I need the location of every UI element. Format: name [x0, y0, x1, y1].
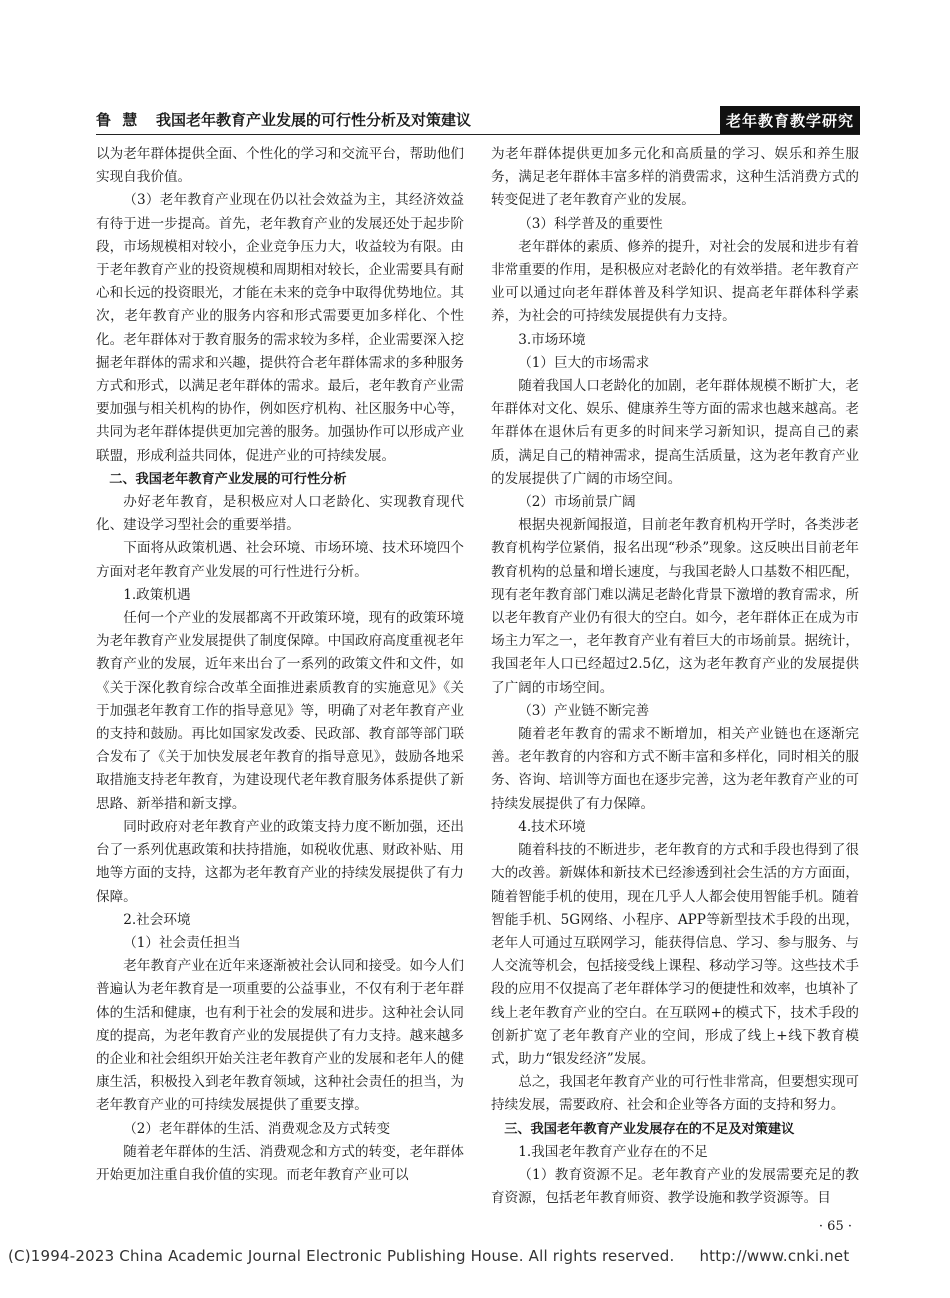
page-number: · 65 ·: [818, 1219, 852, 1234]
subsection-heading: 4.技术环境: [518, 818, 586, 835]
footer: [8, 1247, 849, 1265]
subsection-heading: 1.政策机遇: [123, 586, 191, 603]
subsection-heading: （3）产业链不断完善: [518, 702, 650, 719]
paragraph: （3）老年教育产业现在仍以社会效益为主，其经济效益有待于进一步提高。首先，老年教育产业的发展还处于起步阶段，市场规模相对较小，企业竞争压力大，收益较为有限。由于老年教育产业的投资规模和周期相对较长，企业需要具有耐心和长远的投资眼光，才能在未来的竞争中取得优势地位。其次，老年教育产业的服务内容和形式需要更加多样化、个性化。老年群体对于教育服务的需求较为多样，企业需要深入挖掘老年群体的需求和兴趣，提供符合老年群体需求的多种服务方式和形式，以满足老年群体的需求。最后，老年教育产业需要加强与相关机构的协作，例如医疗机构、社区服务中心等，共同为老年群体提供更加完善的服务。加强协作可以形成产业联盟，形成利益共同体，促进产业的可持续发展。: [96, 192, 464, 464]
footer-copyright: (C)1994-2023 China Academic Journal Electronic Publishing House. All rights reserved.: [8, 1247, 675, 1265]
running-header: [96, 106, 860, 134]
paragraph: 同时政府对老年教育产业的政策支持力度不断加强，还出台了一系列优惠政策和扶持措施，如税收优惠、财政补贴、用地等方面的支持，这都为老年教育产业的持续发展提供了有力保障。: [96, 818, 464, 905]
subsection-heading: （1）巨大的市场需求: [518, 354, 650, 371]
subsection-heading: （3）科学普及的重要性: [518, 215, 663, 232]
subsection-heading: （2）老年群体的生活、消费观念及方式转变: [123, 1120, 391, 1137]
subsection-heading: （1）社会责任担当: [123, 934, 241, 951]
paragraph: 为老年群体提供更加多元化和高质量的学习、娱乐和养生服务，满足老年群体丰富多样的消费需求，这种生活消费方式的转变促进了老年教育产业的发展。: [491, 146, 859, 209]
paragraph: 随着科技的不断进步，老年教育的方式和手段也得到了很大的改善。新媒体和新技术已经渗透到社会生活的方方面面，随着智能手机的使用，现在几乎人人都会使用智能手机。随着智能手机、5G网络、小程序、APP等新型技术手段的出现，老年人可通过互联网学习，能获得信息、学习、参与服务、与人交流等机会，包括接受线上课程、移动学习等。这些技术手段的应用不仅提高了老年群体学习的便捷性和效率，也填补了线上老年教育产业的空白。在互联网+的模式下，技术手段的创新扩宽了老年教育产业的空间，形成了线上+线下教育模式，助力“银发经济”发展。: [491, 842, 859, 1067]
footer-url: http://www.cnki.net: [699, 1247, 850, 1265]
subsection-heading: 1.我国老年教育产业存在的不足: [518, 1143, 708, 1160]
paragraph: 老年教育产业在近年来逐渐被社会认同和接受。如今人们普遍认为老年教育是一项重要的公益事业，不仅有利于老年群体的生活和健康，也有利于社会的发展和进步。这种社会认同度的提高，为老年教育产业的发展提供了有力支持。越来越多的企业和社会组织开始关注老年教育产业的发展和老年人的健康生活，积极投入到老年教育领域，这种社会责任的担当，为老年教育产业的可持续发展提供了重要支撑。: [96, 958, 464, 1114]
paragraph: 随着我国人口老龄化的加剧，老年群体规模不断扩大，老年群体对文化、娱乐、健康养生等方面的需求也越来越高。老年群体在退休后有更多的时间来学习新知识，提高自己的素质，满足自己的精神需求，提高生活质量，这为老年教育产业的发展提供了广阔的市场空间。: [491, 378, 859, 487]
paragraph: 任何一个产业的发展都离不开政策环境，现有的政策环境为老年教育产业发展提供了制度保障。中国政府高度重视老年教育产业的发展，近年来出台了一系列的政策文件和文件，如《关于深化教育综合改革全面推进素质教育的实施意见》《关于加强老年教育工作的指导意见》等，明确了对老年教育产业的支持和鼓励。再比如国家发改委、民政部、教育部等部门联合发布了《关于加快发展老年教育的指导意见》，鼓励各地采取措施支持老年教育，为建设现代老年教育服务体系提供了新思路、新举措和新支撑。: [96, 610, 464, 812]
header-article-title: 我国老年教育产业发展的可行性分析及对策建议: [156, 111, 472, 129]
paragraph: 以为老年群体提供全面、个性化的学习和交流平台，帮助他们实现自我价值。: [96, 146, 464, 186]
section-heading: 三、我国老年教育产业发展存在的不足及对策建议: [504, 1121, 795, 1137]
paragraph: 总之，我国老年教育产业的可行性非常高，但要想实现可持续发展，需要政府、社会和企业等各方面的支持和努力。: [491, 1074, 859, 1114]
paragraph: 根据央视新闻报道，目前老年教育机构开学时，各类涉老教育机构学位紧俏，报名出现“秒杀”现象。这反映出目前老年教育机构的总量和增长速度，与我国老龄人口基数不相匹配，现有老年教育部门难以满足老龄化背景下激增的教育需求，所以老年教育产业仍有很大的空白。如今，老年群体正在成为市场主力军之一，老年教育产业有着巨大的市场前景。据统计，我国老年人口已经超过2.5亿，这为老年教育产业的发展提供了广阔的市场空间。: [491, 517, 859, 696]
paragraph: 随着老年教育的需求不断增加，相关产业链也在逐渐完善。老年教育的内容和方式不断丰富和多样化，同时相关的服务、咨询、培训等方面也在逐步完善，这为老年教育产业的可持续发展提供了有力保障。: [491, 726, 859, 812]
paragraph: 下面将从政策机遇、社会环境、市场环境、技术环境四个方面对老年教育产业发展的可行性进行分析。: [96, 540, 464, 580]
header-rule: [96, 134, 860, 135]
paragraph: 随着老年群体的生活、消费观念和方式的转变，老年群体开始更加注重自我价值的实现。而老年教育产业可以: [96, 1143, 464, 1183]
left-column: [96, 143, 464, 1187]
paragraph: 办好老年教育，是积极应对人口老龄化、实现教育现代化、建设学习型社会的重要举措。: [96, 494, 464, 534]
header-journal-name: 老年教育教学研究: [720, 106, 860, 135]
paragraph: 老年群体的素质、修养的提升，对社会的发展和进步有着非常重要的作用，是积极应对老龄化的有效举措。老年教育产业可以通过向老年群体普及科学知识、提高老年群体科学素养，为社会的可持续发展提供有力支持。: [491, 238, 859, 325]
subsection-heading: （2）市场前景广阔: [518, 494, 636, 511]
right-column: [491, 143, 859, 1210]
header-author: 鲁 慧: [96, 111, 141, 129]
subsection-heading: 3.市场环境: [518, 331, 586, 348]
section-heading: 二、我国老年教育产业发展的可行性分析: [109, 471, 347, 487]
subsection-heading: 2.社会环境: [123, 911, 191, 928]
paragraph: （1）教育资源不足。老年教育产业的发展需要充足的教育资源，包括老年教育师资、教学设施和教学资源等。目: [491, 1166, 859, 1207]
